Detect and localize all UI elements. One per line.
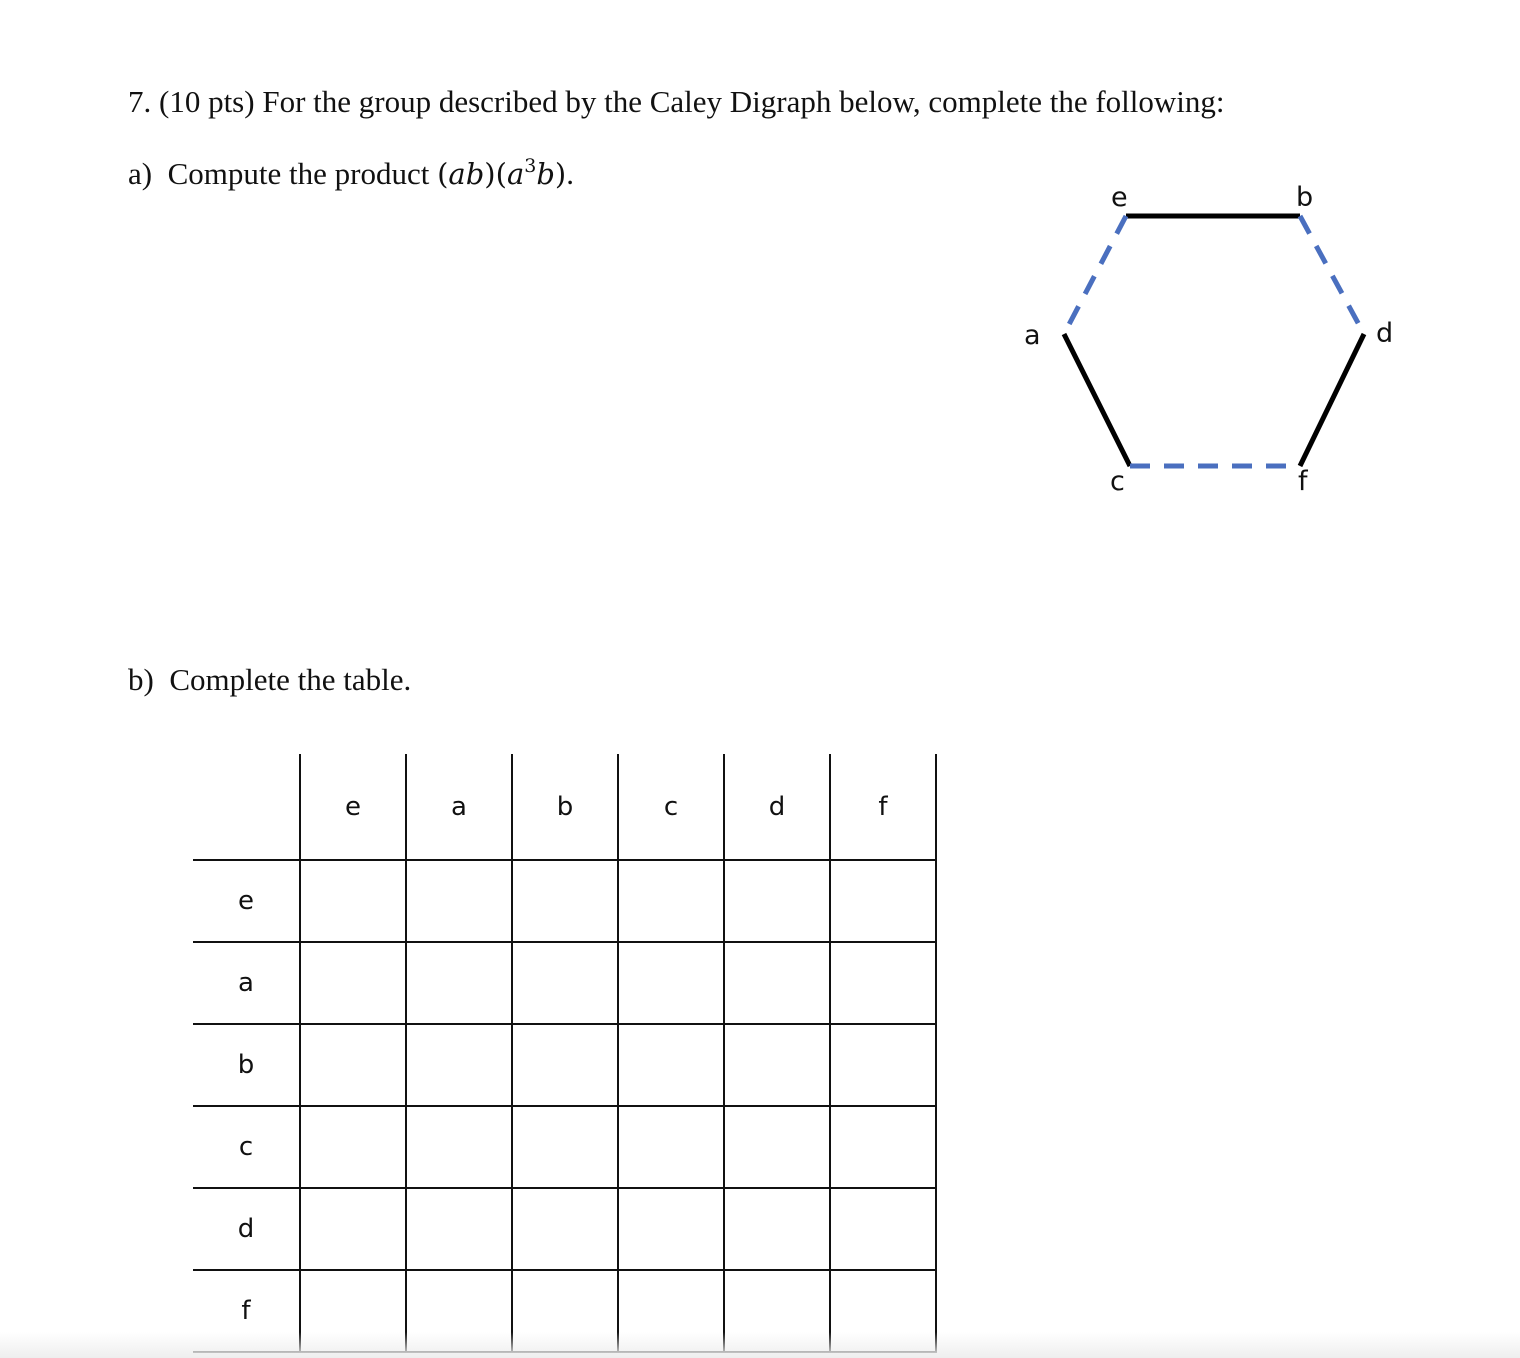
part-b-label: b) bbox=[128, 662, 154, 697]
part-b bbox=[128, 662, 411, 698]
table-cell[interactable] bbox=[300, 860, 406, 942]
table-cell[interactable] bbox=[618, 1188, 724, 1270]
col-header-c: c bbox=[618, 754, 724, 860]
part-b-text: Complete the table. bbox=[169, 662, 412, 697]
edge-d-f bbox=[1300, 334, 1364, 466]
table-cell[interactable] bbox=[830, 860, 936, 942]
row-header-b: b bbox=[193, 1024, 300, 1106]
table-cell[interactable] bbox=[300, 1106, 406, 1188]
table-cell[interactable] bbox=[300, 1188, 406, 1270]
table-cell[interactable] bbox=[618, 942, 724, 1024]
table-cell[interactable] bbox=[406, 942, 512, 1024]
table-cell[interactable] bbox=[724, 1024, 830, 1106]
part-a-period: . bbox=[566, 156, 574, 191]
table-cell[interactable] bbox=[406, 860, 512, 942]
table-cell[interactable] bbox=[512, 1188, 618, 1270]
page-bottom-fade bbox=[0, 1332, 1520, 1358]
row-header-e: e bbox=[193, 860, 300, 942]
row-header-f: f bbox=[193, 1270, 300, 1352]
col-header-b: b bbox=[512, 754, 618, 860]
table-row bbox=[193, 1188, 936, 1270]
col-header-d: d bbox=[724, 754, 830, 860]
col-header-f: f bbox=[830, 754, 936, 860]
row-header-c: c bbox=[193, 1106, 300, 1188]
table-cell[interactable] bbox=[618, 860, 724, 942]
vertex-a: a bbox=[1024, 320, 1041, 351]
table-row bbox=[193, 1024, 936, 1106]
table-cell[interactable] bbox=[830, 1106, 936, 1188]
row-header-d: d bbox=[193, 1188, 300, 1270]
edge-b-d bbox=[1300, 216, 1364, 334]
table-cell[interactable] bbox=[406, 1024, 512, 1106]
table-row bbox=[193, 942, 936, 1024]
table-cell[interactable] bbox=[724, 1188, 830, 1270]
vertex-c: c bbox=[1110, 466, 1125, 497]
table-cell[interactable] bbox=[406, 1188, 512, 1270]
table-cell[interactable] bbox=[830, 942, 936, 1024]
edge-e-a bbox=[1064, 216, 1126, 334]
table-row bbox=[193, 860, 936, 942]
vertex-f: f bbox=[1298, 466, 1308, 497]
vertex-e: e bbox=[1111, 182, 1128, 213]
table-corner bbox=[193, 754, 300, 860]
vertex-b: b bbox=[1296, 182, 1314, 213]
table-cell[interactable] bbox=[406, 1106, 512, 1188]
table-cell[interactable] bbox=[300, 942, 406, 1024]
table-cell[interactable] bbox=[830, 1188, 936, 1270]
edge-a-c bbox=[1064, 334, 1130, 466]
table-cell[interactable] bbox=[724, 1106, 830, 1188]
table-cell[interactable] bbox=[618, 1024, 724, 1106]
cayley-digraph bbox=[980, 150, 1450, 510]
table-cell[interactable] bbox=[618, 1106, 724, 1188]
table-cell[interactable] bbox=[512, 942, 618, 1024]
cayley-table bbox=[193, 754, 937, 1353]
col-header-e: e bbox=[300, 754, 406, 860]
part-a-label: a) bbox=[128, 156, 153, 191]
table-header-row bbox=[193, 754, 936, 860]
product-expression: $(ab)(a^3b)$ bbox=[437, 155, 567, 191]
table-cell[interactable] bbox=[724, 860, 830, 942]
part-a-text: Compute the product bbox=[167, 156, 430, 191]
table-cell[interactable] bbox=[512, 860, 618, 942]
row-header-a: a bbox=[193, 942, 300, 1024]
vertex-d: d bbox=[1376, 318, 1394, 349]
table-row bbox=[193, 1106, 936, 1188]
question-text: 7. (10 pts) For the group described by the Caley Digraph below, complete the following: bbox=[128, 84, 1225, 119]
part-a bbox=[128, 156, 574, 192]
col-header-a: a bbox=[406, 754, 512, 860]
table-cell[interactable] bbox=[512, 1106, 618, 1188]
table-cell[interactable] bbox=[724, 942, 830, 1024]
table-cell[interactable] bbox=[830, 1024, 936, 1106]
table-cell[interactable] bbox=[300, 1024, 406, 1106]
table-cell[interactable] bbox=[512, 1024, 618, 1106]
